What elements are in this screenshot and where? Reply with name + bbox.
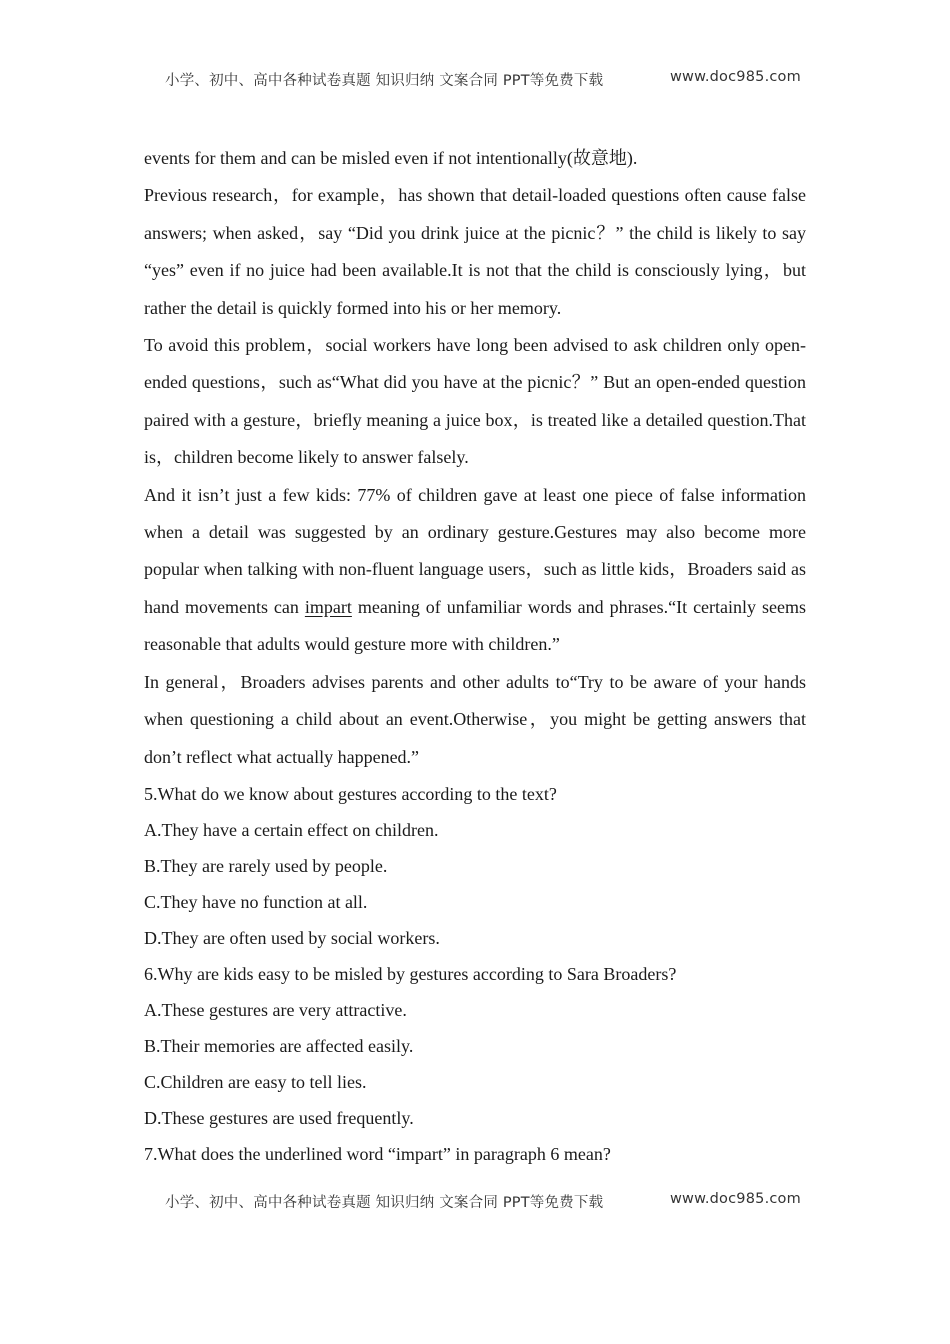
paragraph-text: And it isn’t just a few kids: 77% of children gave at least one piece of false information when a detail was suggested by an ordinary gesture.Gestures may also become more popular when talking with non-fluent language users，such as little kids，Broaders said as hand movements can	[144, 484, 806, 617]
question-stem: 7.What does the underlined word “impart” in paragraph 6 mean?	[144, 1143, 611, 1164]
option-b: B.Their memories are affected easily.	[144, 1035, 414, 1056]
option-a: A.They have a certain effect on children.	[144, 819, 439, 840]
document-body	[144, 140, 806, 1172]
paragraph	[144, 477, 806, 664]
passage	[144, 140, 806, 776]
question-stem: 5.What do we know about gestures according to the text?	[144, 783, 557, 804]
paragraph-text: meaning of unfamiliar words and phrases.“It certainly seems reasonable that adults would gesture more with children.”	[144, 596, 806, 655]
footer-text: 小学、初中、高中各种试卷真题 知识归纳 文案合同 PPT等免费下载	[165, 1195, 604, 1211]
option-d: D.They are often used by social workers.	[144, 927, 440, 948]
header-url: www.doc985.com	[670, 69, 801, 85]
option-d: D.These gestures are used frequently.	[144, 1107, 414, 1128]
paragraph: Previous research，for example，has shown that detail-loaded questions often cause false answers; when asked，say “Did you drink juice at the picnic？” the child is likely to say “yes” even if no juice had been available.It is not that the child is consciously lying，but rather the detail is quickly formed into his or her memory.	[144, 185, 806, 318]
option-c: C.They have no function at all.	[144, 891, 368, 912]
footer-url: www.doc985.com	[670, 1191, 801, 1207]
underlined-word: impart	[304, 596, 352, 617]
option-c: C.Children are easy to tell lies.	[144, 1071, 367, 1092]
header-text: 小学、初中、高中各种试卷真题 知识归纳 文案合同 PPT等免费下载	[165, 73, 604, 89]
paragraph-continuation: events for them and can be misled even if not intentionally(故意地).	[144, 148, 638, 168]
option-a: A.These gestures are very attractive.	[144, 999, 407, 1020]
option-b: B.They are rarely used by people.	[144, 855, 388, 876]
questions	[144, 776, 806, 1172]
paragraph: To avoid this problem，social workers have long been advised to ask children only open-ended questions，such as“What did you have at the picnic？” But an open-ended question paired with a gesture，briefly meaning a juice box，is treated like a detailed question.That is，children become likely to answer falsely.	[144, 335, 806, 468]
question-stem: 6.Why are kids easy to be misled by gestures according to Sara Broaders?	[144, 963, 677, 984]
paragraph: In general，Broaders advises parents and other adults to“Try to be aware of your hands when questioning a child about an event.Otherwise，you might be getting answers that don’t reflect what actually happened.”	[144, 671, 806, 767]
